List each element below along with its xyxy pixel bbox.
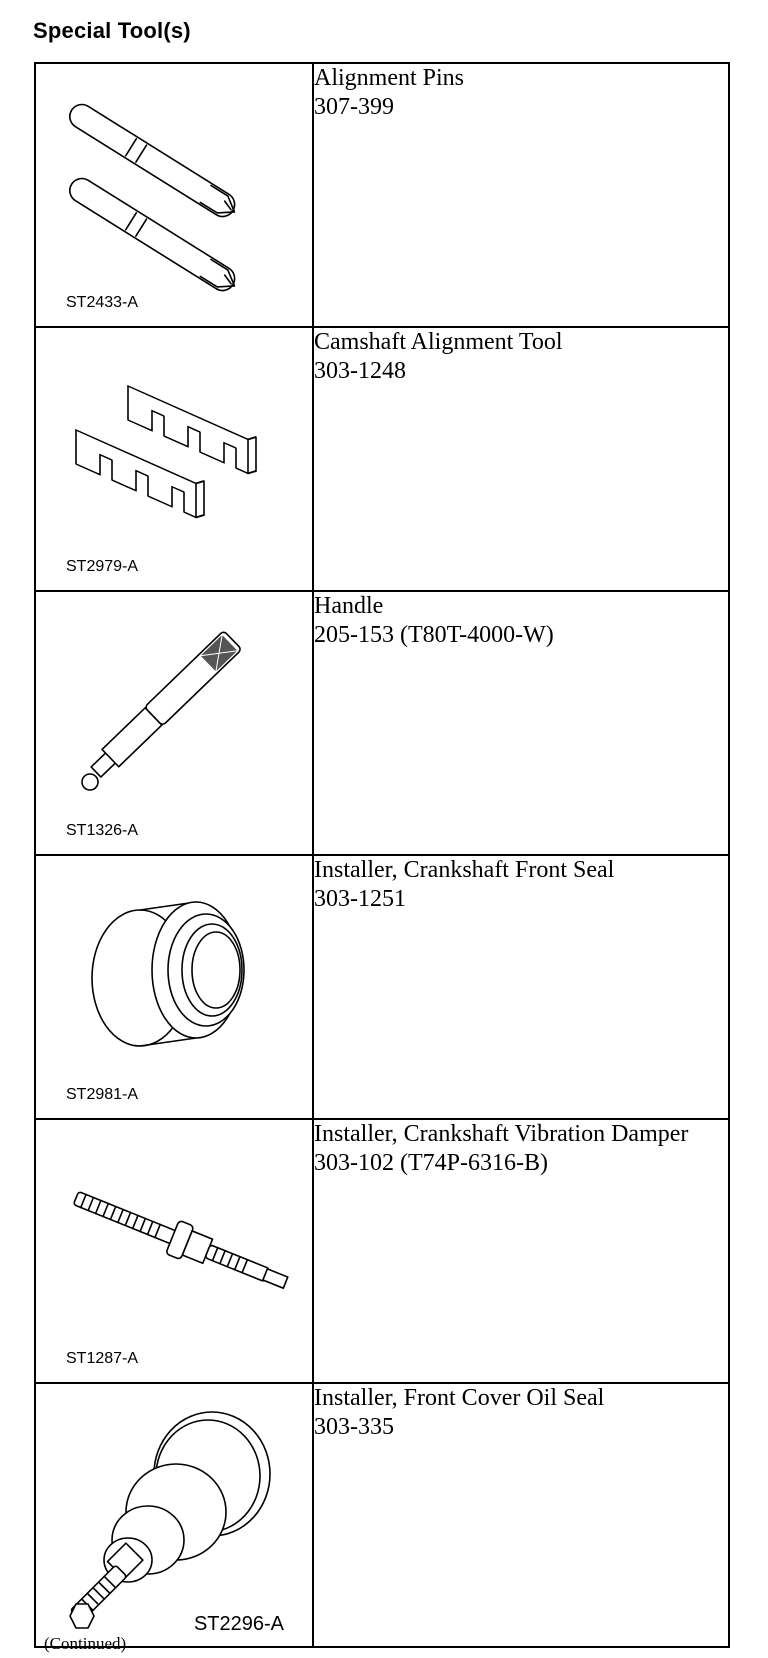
tool-code: ST2433-A xyxy=(66,294,139,311)
tool-name: Camshaft Alignment Tool xyxy=(314,329,563,355)
tool-code: ST1326-A xyxy=(66,822,139,839)
tool-row xyxy=(35,63,729,327)
section-title: Special Tool(s) xyxy=(33,18,191,43)
tool-name: Installer, Front Cover Oil Seal xyxy=(314,1385,605,1411)
tool-name: Installer, Crankshaft Front Seal xyxy=(314,857,615,883)
tool-name: Alignment Pins xyxy=(314,65,465,91)
camshaft-alignment-tool-icon xyxy=(36,328,312,590)
tool-part-number: 307-399 xyxy=(314,94,394,120)
tool-illustration-cell xyxy=(35,327,313,591)
tool-description-cell xyxy=(313,327,729,591)
tool-illustration-cell xyxy=(35,855,313,1119)
tool-row xyxy=(35,1383,729,1647)
handle-icon xyxy=(36,592,312,854)
tool-illustration-cell xyxy=(35,1119,313,1383)
tool-part-number: 303-1248 xyxy=(314,358,406,384)
tool-code: ST2296-A xyxy=(193,1613,284,1635)
tool-code: ST2979-A xyxy=(66,558,139,575)
tool-name: Installer, Crankshaft Vibration Damper xyxy=(314,1121,689,1147)
tool-illustration-cell xyxy=(35,591,313,855)
tool-illustration-cell xyxy=(35,63,313,327)
tool-row xyxy=(35,327,729,591)
tool-name: Handle xyxy=(314,593,384,619)
seal-installer-icon xyxy=(36,856,312,1118)
alignment-pins-icon xyxy=(36,64,312,326)
tool-description-cell xyxy=(313,591,729,855)
tool-part-number: 303-1251 xyxy=(314,886,406,912)
tool-description-cell xyxy=(313,855,729,1119)
tool-code: ST1287-A xyxy=(66,1350,139,1367)
special-tools-table xyxy=(34,62,730,1648)
tool-row xyxy=(35,1119,729,1383)
tool-description-cell xyxy=(313,63,729,327)
tool-part-number: 303-335 xyxy=(314,1414,394,1440)
tool-description-cell xyxy=(313,1119,729,1383)
tool-row xyxy=(35,591,729,855)
tool-part-number: 303-102 (T74P-6316-B) xyxy=(314,1150,548,1176)
tool-description-cell xyxy=(313,1383,729,1647)
tool-illustration-cell xyxy=(35,1383,313,1647)
tool-code: ST2981-A xyxy=(66,1086,139,1103)
tool-part-number: 205-153 (T80T-4000-W) xyxy=(314,622,554,648)
front-cover-seal-installer-icon xyxy=(36,1384,312,1646)
damper-installer-icon xyxy=(36,1120,312,1382)
continued-note: (Continued) xyxy=(44,1634,127,1653)
tool-row xyxy=(35,855,729,1119)
